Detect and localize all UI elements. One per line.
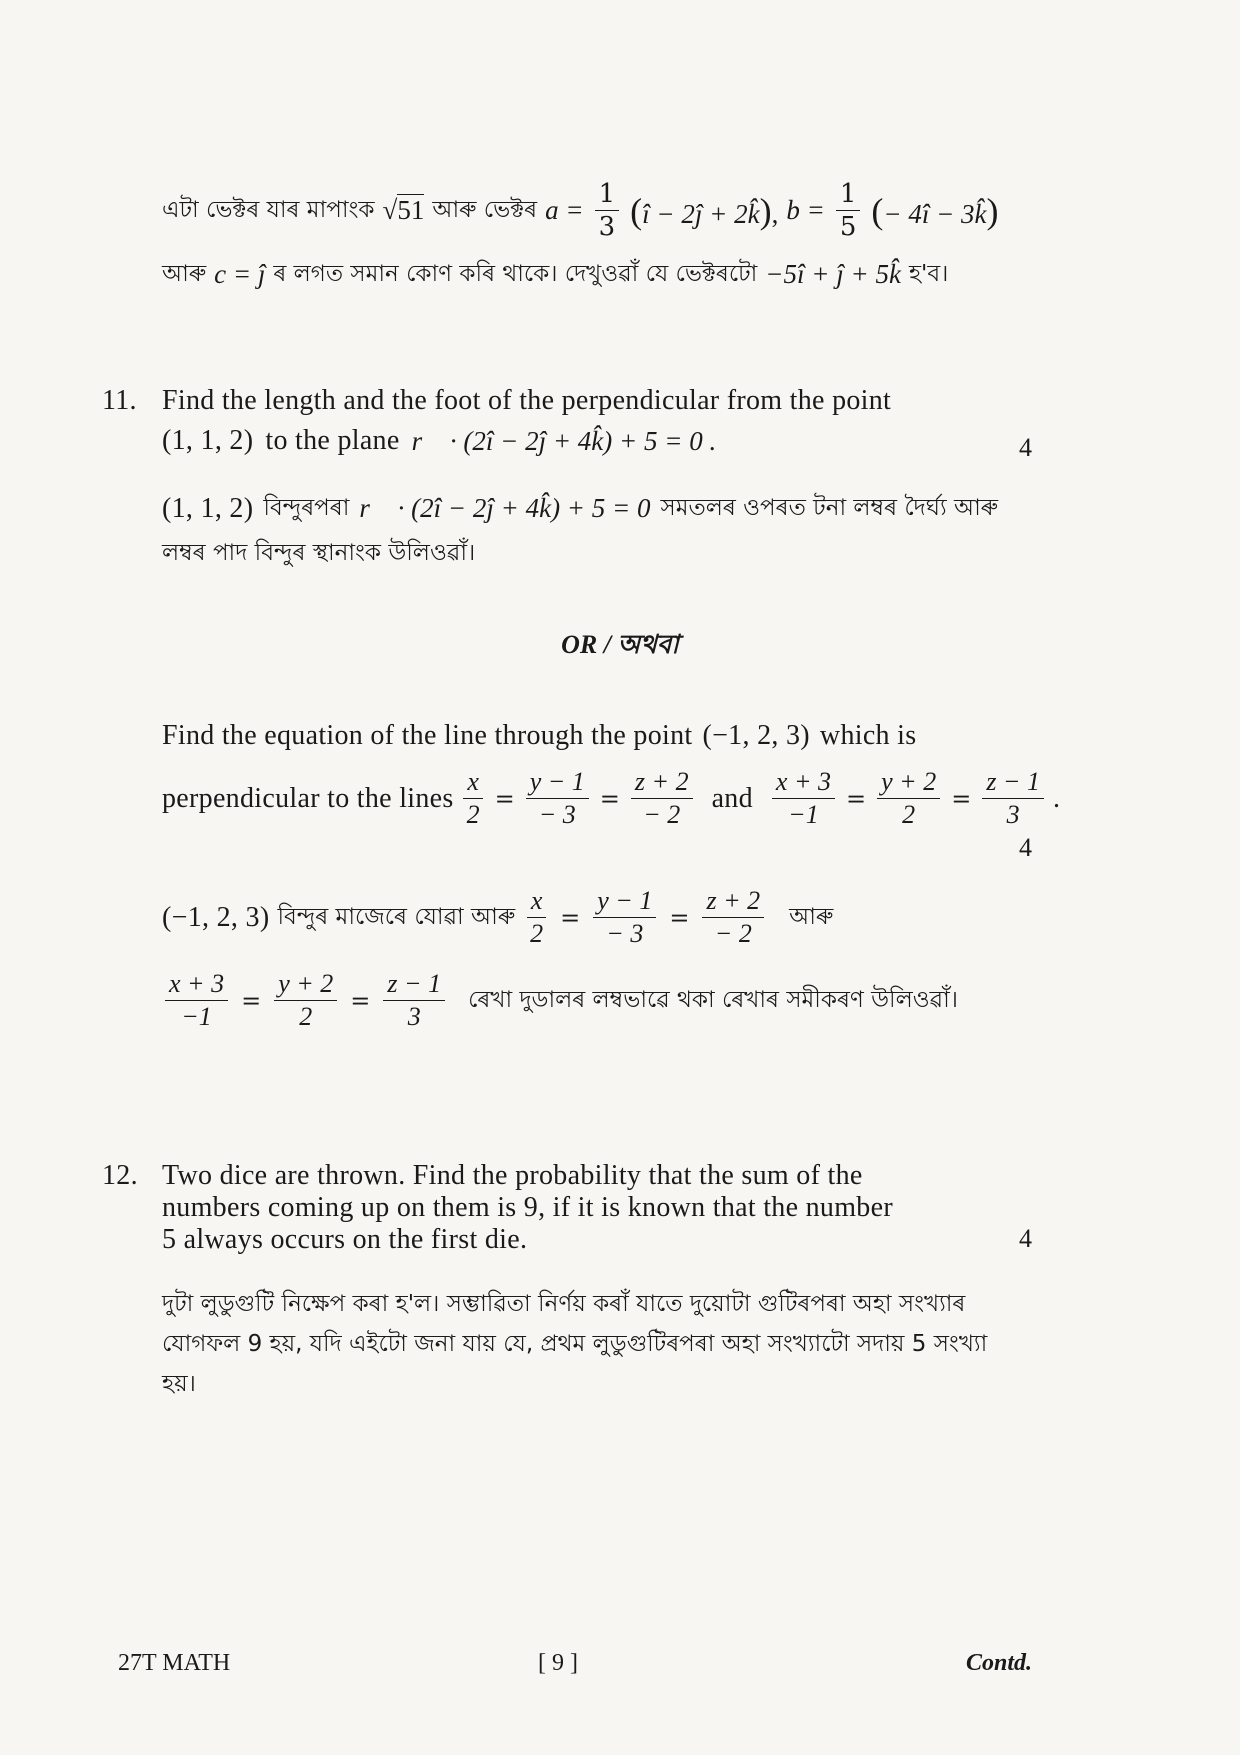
q11-as-point: (1, 1, 2) [162, 492, 254, 524]
sqrt-51: √51 [382, 195, 425, 225]
alt-as-and: আৰু [789, 904, 834, 930]
as-line2-fraction-y: $\frac{y + 2}{2}$ [274, 970, 337, 1031]
page-footer [118, 1650, 1032, 1686]
alt-and: and [711, 782, 753, 814]
q11-as-text-1: বিন্দুৰপৰা [263, 495, 350, 521]
q12-en-line-3: 5 always occurs on the first die. [162, 1224, 528, 1255]
paper-code: 27T MATH [118, 1650, 231, 1676]
alt-as-line-2: $\frac{x + 3}{-1}$ = $\frac{y + 2}{2}$ = $\frac{z - 1}{3}$ ৰেখা দুডালৰ লম্বভাৱে থকা ৰেখাৰ সমীকৰণ উলিওৱাঁ। [162, 970, 1032, 1031]
as-line2-fraction-z: $\frac{z - 1}{3}$ [383, 970, 445, 1031]
q12-as-line-3: হয়। [162, 1371, 196, 1397]
alt-en-line-2: perpendicular to the lines $\frac{x}{2}$ = $\frac{y - 1}{- 3}$ = $\frac{z + 2}{- 2}$ and $\frac{x + 3}{-1}$ = $\frac{y + 2}{2}$ = $\frac{z - 1}{3}$ . [162, 767, 1061, 829]
vector-b-body: (− 4î − 3k̂) [871, 190, 999, 231]
q11-en-line-2 [162, 425, 1032, 457]
alt-en-text-3: perpendicular to the lines [162, 782, 454, 814]
q12-as-line-1: দুটা লুডুগুটি নিক্ষেপ কৰা হ'ল। সম্ভাৱিতা নিৰ্ণয় কৰাঁ যাতে দুয়োটা গুটিৰপৰা অহা সংখ্যাৰ [162, 1291, 966, 1317]
q11-as-line-2: লম্বৰ পাদ বিন্দুৰ স্থানাংক উলিওৱাঁ। [162, 540, 476, 566]
q11-plane-equation: r⃗ · (2î − 2ĵ + 4k̂) + 5 = 0 . [411, 425, 717, 456]
or-label: OR / অথবা [561, 630, 679, 659]
question-number: 11. [102, 385, 137, 416]
question-11-alternative [162, 720, 1061, 1031]
q11-marks: 4 [1019, 433, 1032, 462]
q12-en-line-1: Two dice are thrown. Find the probability that the sum of the [162, 1160, 863, 1191]
intro-line-1 [162, 180, 1042, 241]
q12-as-line-2: যোগফল 9 হয়, যদি এইটো জনা যায় যে, প্ৰথম লুডুগুটিৰপৰা অহা সংখ্যাটো সদায় 5 সংখ্যা [162, 1331, 988, 1357]
alt-en-text-1: Find the equation of the line through the point [162, 720, 693, 751]
alt-as-text-2: ৰেখা দুডালৰ লম্বভাৱে থকা ৰেখাৰ সমীকৰণ উলিওৱাঁ। [468, 987, 959, 1013]
alt-en-text-2: which is [819, 720, 917, 751]
b-coefficient: $\frac{1}{5}$ [836, 180, 861, 241]
alt-point: (−1, 2, 3) [702, 720, 810, 751]
line2-fraction-y: $\frac{y + 2}{2}$ [877, 768, 940, 829]
q11-as-plane-equation: r⃗ · (2î − 2ĵ + 4k̂) + 5 = 0 [359, 493, 651, 523]
intro-text-4: ৰ লগত সমান কোণ কৰি থাকে। দেখুওৱাঁ যে ভেক্টৰটো [273, 261, 758, 287]
q11-point: (1, 1, 2) [162, 425, 254, 456]
alt-as-point: (−1, 2, 3) [162, 901, 270, 933]
result-vector: −5î + ĵ + 5k̂ [765, 259, 901, 289]
vector-b-lhs: b = [786, 195, 825, 225]
vector-a-body: (î − 2ĵ + 2k̂), [630, 190, 779, 231]
question-number: 12. [102, 1160, 138, 1191]
q11-en-line-1: Find the length and the foot of the perpendicular from the point [162, 385, 892, 416]
line1-fraction-z: $\frac{z + 2}{- 2}$ [631, 768, 693, 829]
line2-fraction-z: $\frac{z - 1}{3}$ [982, 768, 1044, 829]
as-line1-fraction-x: $\frac{x}{2}$ [526, 887, 547, 948]
page-number: [ 9 ] [538, 1650, 578, 1676]
alt-en-line-1 [162, 720, 1032, 752]
a-coefficient: $\frac{1}{3}$ [595, 180, 620, 241]
vector-a-lhs: a = [545, 195, 584, 225]
alt-as-text-1: বিন্দুৰ মাজেৰে যোৱা আৰু [277, 904, 516, 930]
line2-fraction-x: $\frac{x + 3}{-1}$ [772, 768, 835, 829]
vector-c: c = ĵ [214, 259, 266, 289]
q11-as-text-2: সমতলৰ ওপৰত টনা লম্বৰ দৈৰ্ঘ্য আৰু [660, 495, 999, 521]
as-line1-fraction-y: $\frac{y - 1}{- 3}$ [593, 887, 656, 948]
q12-en-line-2: numbers coming up on them is 9, if it is known that the number [162, 1192, 893, 1223]
intro-text-1: এটা ভেক্টৰ যাৰ মাপাংক [162, 197, 375, 223]
as-line2-fraction-x: $\frac{x + 3}{-1}$ [165, 970, 228, 1031]
line1-fraction-x: $\frac{x}{2}$ [463, 768, 484, 829]
continued-label: Contd. [965, 1650, 1032, 1676]
intro-block [162, 180, 1042, 294]
line1-fraction-y: $\frac{y - 1}{- 3}$ [526, 768, 589, 829]
alt-as-line-1: (−1, 2, 3) বিন্দুৰ মাজেৰে যোৱা আৰু $\frac{x}{2}$ = $\frac{y - 1}{- 3}$ = $\frac{z + 2}{- 2}$ আৰু [162, 886, 834, 948]
intro-text-5: হ'ব। [908, 261, 949, 287]
question-11 [102, 385, 1032, 573]
intro-text-2: আৰু ভেক্টৰ [432, 197, 538, 223]
question-12 [102, 1160, 1032, 1404]
intro-text-3: আৰু [162, 261, 207, 287]
alt-marks: 4 [1019, 833, 1032, 862]
or-divider [0, 624, 1240, 668]
intro-line-2 [162, 255, 1042, 294]
as-line1-fraction-z: $\frac{z + 2}{- 2}$ [702, 887, 764, 948]
q11-to-plane: to the plane [265, 425, 400, 456]
q12-marks: 4 [1019, 1224, 1032, 1253]
q11-as-line-1 [162, 489, 1032, 528]
